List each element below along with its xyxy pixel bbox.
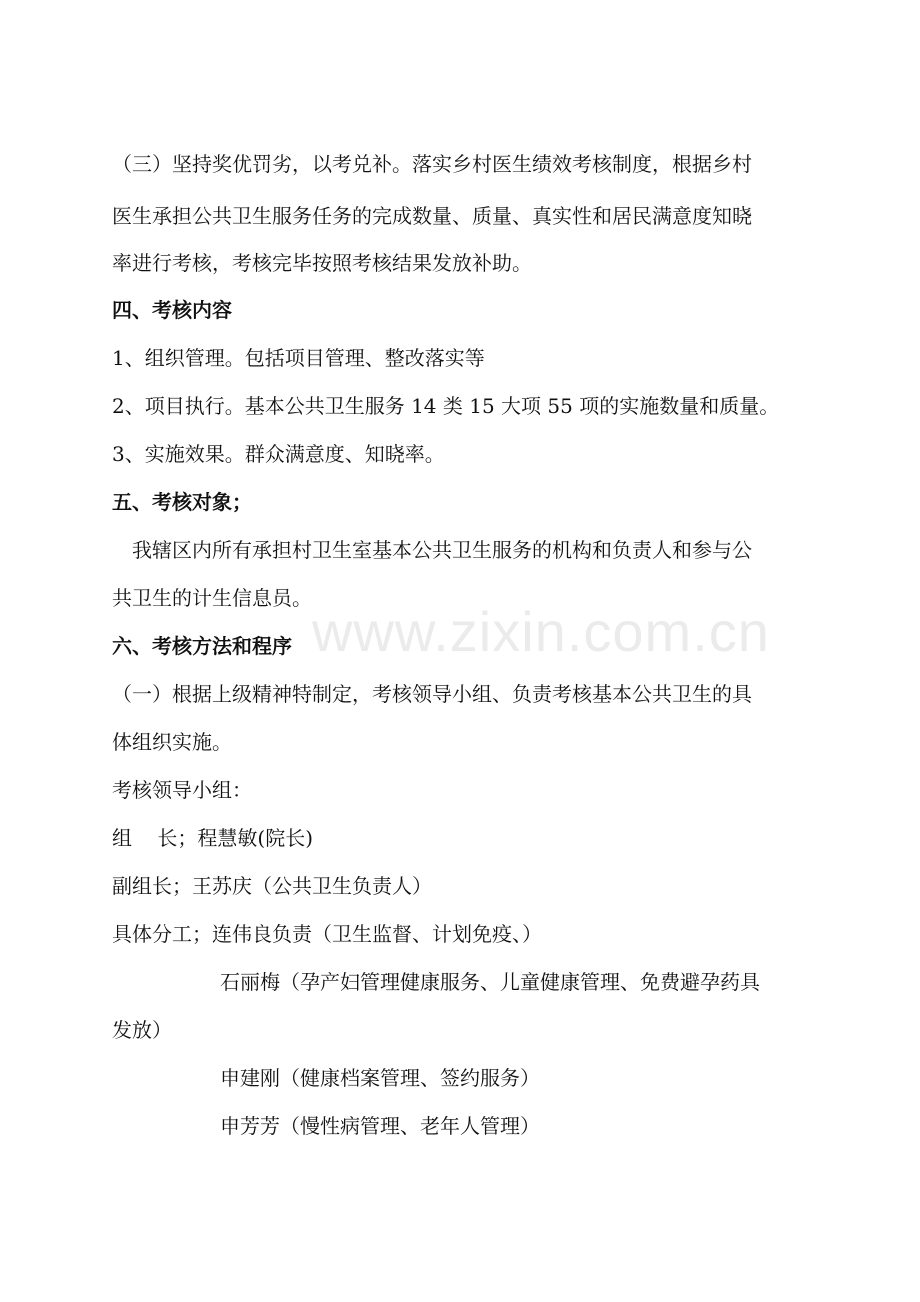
member-line-continued: 发放）	[112, 1018, 172, 1042]
section-heading: 六、考核方法和程序	[112, 634, 292, 658]
paragraph-line: 共卫生的计生信息员。	[112, 586, 312, 610]
list-item: 3、实施效果。群众满意度、知晓率。	[112, 442, 445, 466]
paragraph-line: （三）坚持奖优罚劣，以考兑补。落实乡村医生绩效考核制度，根据乡村	[112, 152, 752, 176]
paragraph-line: 医生承担公共卫生服务任务的完成数量、质量、真实性和居民满意度知晓	[112, 204, 752, 228]
paragraph-line: 我辖区内所有承担村卫生室基本公共卫生服务的机构和负责人和参与公	[132, 538, 752, 562]
deputy-leader-line: 副组长；王苏庆（公共卫生负责人）	[112, 874, 432, 898]
section-heading: 四、考核内容	[112, 298, 232, 322]
paragraph-line: 率进行考核，考核完毕按照考核结果发放补助。	[112, 251, 532, 275]
member-line: 申建刚（健康档案管理、签约服务）	[220, 1066, 540, 1090]
paragraph-line: 体组织实施。	[112, 730, 232, 754]
division-line: 具体分工；连伟良负责（卫生监督、计划免疫、）	[112, 922, 542, 946]
watermark: www.zixin.com.cn	[312, 600, 770, 663]
paragraph-line: 考核领导小组：	[112, 778, 252, 802]
list-item: 2、项目执行。基本公共卫生服务 14 类 15 大项 55 项的实施数量和质量。	[112, 394, 780, 418]
section-heading: 五、考核对象；	[112, 490, 252, 514]
member-line: 申芳芳（慢性病管理、老年人管理）	[220, 1114, 540, 1138]
paragraph-line: （一）根据上级精神特制定，考核领导小组、负责考核基本公共卫生的具	[112, 682, 752, 706]
member-line: 石丽梅（孕产妇管理健康服务、儿童健康管理、免费避孕药具	[220, 970, 760, 994]
list-item: 1、组织管理。包括项目管理、整改落实等	[112, 346, 485, 370]
leader-line: 组 长；程慧敏(院长)	[112, 826, 314, 850]
